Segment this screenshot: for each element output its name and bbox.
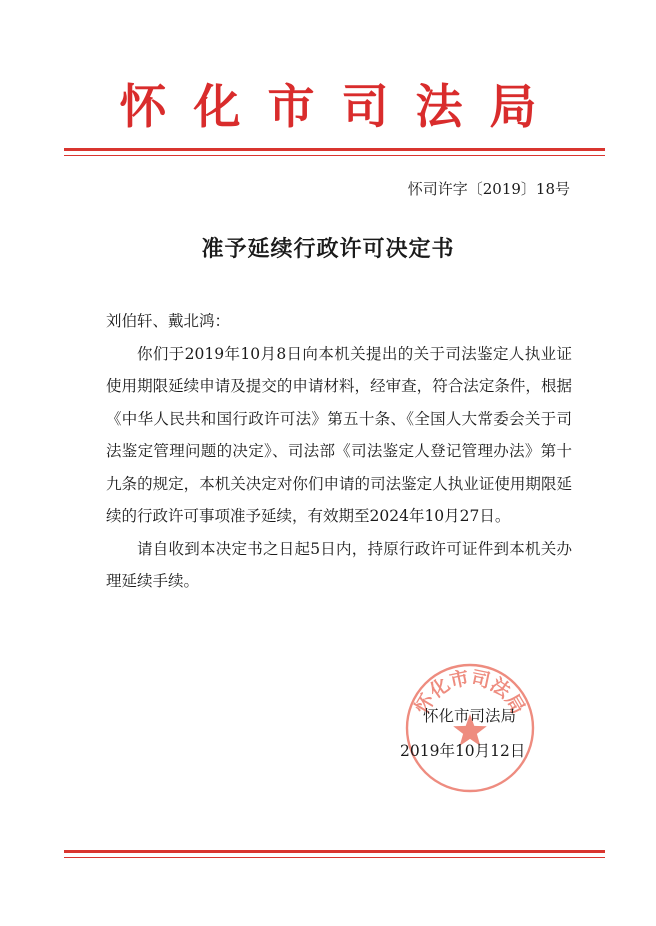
document-title: 准予延续行政许可决定书 bbox=[201, 236, 455, 262]
document-body bbox=[106, 305, 572, 598]
body-paragraph-2: 请自收到本决定书之日起5日内，持原行政许可证件到本机关办理延续手续。 bbox=[106, 539, 572, 590]
footer-rule-thin bbox=[64, 857, 605, 858]
signature-organization: 怀化市司法局 bbox=[423, 707, 517, 725]
header-rule-thick bbox=[64, 148, 605, 151]
agency-header: 怀化市司法局 bbox=[119, 80, 564, 135]
document-number: 怀司许字〔2019〕18号 bbox=[407, 180, 570, 198]
header-rule-thin bbox=[64, 155, 605, 156]
footer-rule-thick bbox=[64, 850, 605, 853]
seal-text: 怀化市司法局 bbox=[410, 666, 530, 718]
body-paragraph-1: 你们于2019年10月8日向本机关提出的关于司法鉴定人执业证使用期限延续申请及提交的申请材料，经审查，符合法定条件，根据《中华人民共和国行政许可法》第五十条、《全国人大常委会关于司法鉴定管理问题的决定》、司法部《司法鉴定人登记管理办法》第十九条的规定，本机关决定对你们申请的司法鉴定人执业证使用期限延续的行政许可事项准予延续，有效期至2024年10月27日。 bbox=[106, 344, 572, 525]
signature-date: 2019年10月12日 bbox=[400, 742, 526, 760]
addressee: 刘伯轩、戴北鸿： bbox=[106, 312, 231, 330]
official-seal-icon bbox=[402, 660, 538, 796]
